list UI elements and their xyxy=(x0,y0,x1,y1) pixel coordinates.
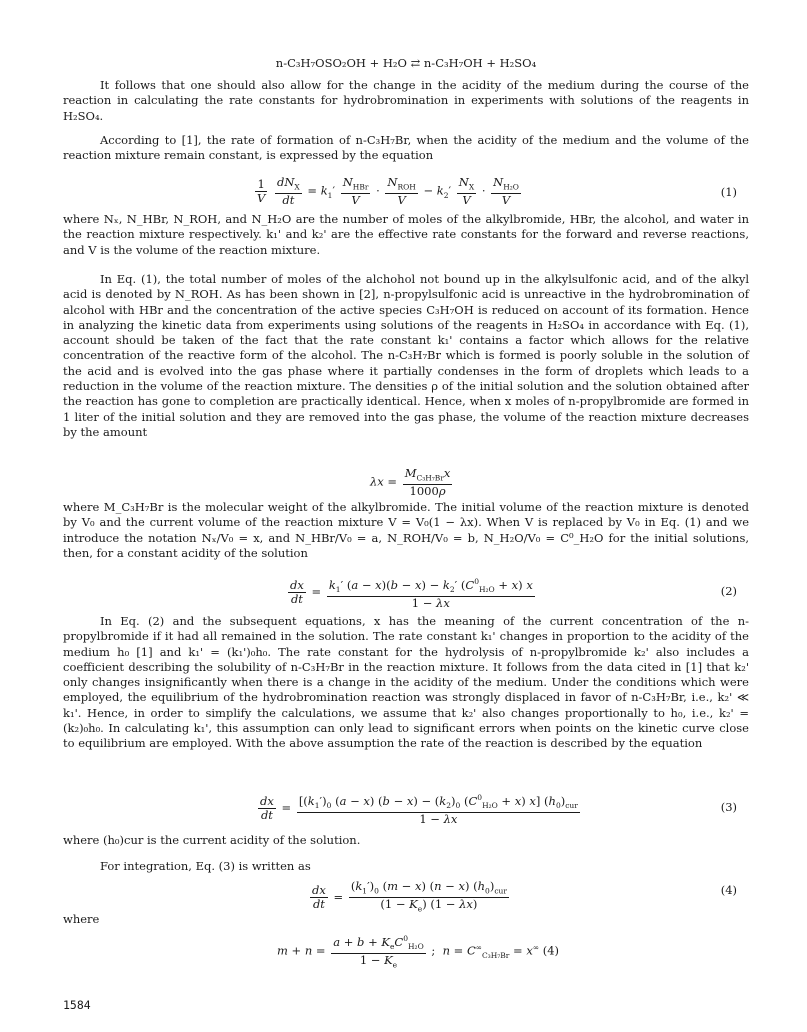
equation-3-number: (3) xyxy=(720,800,737,814)
paragraph-7: where (h₀)cur is the current acidity of the solution. xyxy=(63,833,361,847)
paragraph-2: According to [1], the rate of formation of n-C₃H₇Br, when the acidity of the medium and the volume of the reaction mixture remain constant, is expressed by the equation xyxy=(63,133,749,163)
equation-m-plus-n: m + n = $\frac{a + b + K_eC^0_{H_2O}}{1 - K_e}$ ; $n = C^\infty_{C_3H_7Br} = x^\infty$ (4) xyxy=(277,934,560,970)
equation-4-number: (4) xyxy=(720,883,737,897)
equation-lambda-x: λx = $\frac{M_{C_3H_7Br}x}{1000\rho}$ xyxy=(370,466,451,499)
equation-3: $\frac{dx}{dt}$ = $\frac{[(k_1')_0 (a - x) (b - x) - (k_2)_0 (C^0_{H_2O} + x) x] (h_0)_{cur}}{1 - \lambda x}$ xyxy=(260,793,578,827)
page-number: 1584 xyxy=(63,998,91,1012)
paragraph-5: where M_C₃H₇Br is the molecular weight of the alkylbromide. The initial volume of the reaction mixture is denoted by V₀ and the current volume of the reaction mixture V = V₀(1 − λx). When V is replaced by V₀ in Eq. (1) and we introduce the notation Nₓ/V₀ = x, and N_HBr/V₀ = a, N_ROH/V₀ = b, N_H₂O/V₀ = C⁰_H₂O for the initial solutions, then, for a constant acidity of the solution xyxy=(63,500,749,560)
equation-2-number: (2) xyxy=(720,584,737,598)
paragraph-9: where xyxy=(63,912,100,926)
paragraph-8: For integration, Eq. (3) is written as xyxy=(100,859,311,873)
paragraph-3: where Nₓ, N_HBr, N_ROH, and N_H₂O are the number of moles of the alkylbromide, HBr, the alcohol, and water in the reaction mixture respectively. k₁' and k₂' are the effective rate constants for the forward and reverse reactions, and V is the volume of the reaction mixture. xyxy=(63,212,749,257)
paragraph-6: In Eq. (2) and the subsequent equations, x has the meaning of the current concentration of the n-propylbromide if it had all remained in the solution. The rate constant k₁' changes in proportion to the acidity of the medium h₀ [1] and k₁' = (k₁')₀h₀. The rate constant for the hydrolysis of n-propylbromide k₂' also includes a coefficient describing the solubility of n-C₃H₇Br in the reaction mixture. It follows from the data cited in [1] that k₂' only changes insignificantly when there is a change in the acidity of the medium. Under the conditions which were employed, the equilibrium of the hydrobromination reaction was strongly displaced in favor of n-C₃H₇Br, i.e., k₂' ≪ k₁'. Hence, in order to simplify the calculations, we assume that k₂' also changes proportionally to h₀, i.e., k₂' = (k₂)₀h₀. In calculating k₁', this assumption can only lead to significant errors when points on the kinetic curve close to equilibrium are employed. With the above assumption the rate of the reaction is described by the equation xyxy=(63,614,749,751)
paragraph-1: It follows that one should also allow for the change in the acidity of the medium during the course of the reaction in calculating the rate constants for hydrobromination in experiments with solutions of the reagents in H₂SO₄. xyxy=(63,78,749,123)
equation-1-number: (1) xyxy=(720,185,737,199)
equation-2: $\frac{dx}{dt}$ = $\frac{k_1' (a - x)(b - x) - k_2' (C^0_{H_2O} + x) x}{1 - \lambda x}$ xyxy=(290,577,533,611)
paragraph-4: In Eq. (1), the total number of moles of the alchohol not bound up in the alkylsulfonic acid, and of the alkyl acid is denoted by N_ROH. As has been shown in [2], n-propylsulfonic acid is unreactive in the hydrobromination of alcohol with HBr and the concentration of the active species C₃H₇OH is reduced on account of its formation. Hence in analyzing the kinetic data from experiments using solutions of the reagents in H₂SO₄ in accordance with Eq. (1), account should be taken of the fact that the rate constant k₁' contains a factor which allows for the relative concentration of the reactive form of the alcohol. The n-C₃H₇Br which is formed is poorly soluble in the solution of the acid and is evolved into the gas phase where it partially condenses in the form of droplets which leads to a reduction in the volume of the reaction mixture. The densities ρ of the initial solution and the solution obtained after the reaction has gone to completion are practically identical. Hence, when x moles of n-propylbromide are formed in 1 liter of the initial solution and they are removed into the gas phase, the volume of the reaction mixture decreases by the amount xyxy=(63,272,749,439)
equation-4: $\frac{dx}{dt}$ = $\frac{(k_1')_0 (m - x) (n - x) (h_0)_{cur}}{(1 - K_e) (1 - \lambda x)}$ xyxy=(312,879,507,914)
equation-1: $\frac{1}{V}$ $\frac{dN_X}{dt}$ = $k_1'$ $\frac{N_{HBr}}{V}$ · $\frac{N_{ROH}}{V}$ − $k_2'$ $\frac{N_X}{V}$ · $\frac{N_{H_2O}}{V}$ xyxy=(257,175,519,208)
top-reaction-equation: n-C₃H₇OSO₂OH + H₂O ⇄ n-C₃H₇OH + H₂SO₄ xyxy=(275,56,537,70)
